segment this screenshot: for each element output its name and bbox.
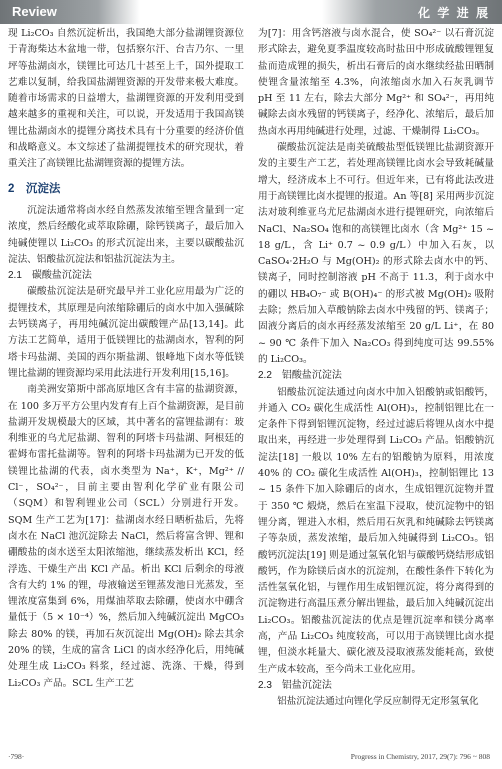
page-header bbox=[0, 0, 502, 24]
journal-citation: Progress in Chemistry, 2017, 29(7): 796 ~ 808 bbox=[350, 752, 490, 761]
paragraph: 为[7]：用含钙溶液与卤水混合，使 SO₄²⁻ 以石膏沉淀形式除去，避免夏季温度较高时盐田中形成硫酸锂锂复盐而造成锂的损失，析出石膏后的卤水继续经盐田晒制使锂含量浓缩至 4.3%，向浓缩卤水加入石灰乳调节 pH 至 11 左右，除去大部分 Mg²⁺ 和 SO₄²⁻，再用纯碱除去卤水残留的钙镁离子，经净化、浓缩后，最后加热卤水再用纯碱进行处理，过滤、干燥制得 Li₂CO₃。 bbox=[258, 28, 494, 137]
subsection-heading: 2.3 铝盐沉淀法 bbox=[258, 679, 332, 691]
section-heading: 2 沉淀法 bbox=[8, 182, 61, 195]
page-number: ·798· bbox=[8, 752, 25, 761]
subsection-heading: 2.1 碳酸盐沉淀法 bbox=[8, 270, 92, 282]
journal-title: 化 学 进 展 bbox=[417, 6, 490, 20]
paragraph: 现 Li₂CO₃ 自然沉淀析出，我国绝大部分盐湖锂资源位于青海柴达木盆地一带，包括察尔汗、台吉乃尔、一里坪等盐湖卤水，镁锂比可达几十甚至上千，国外提取工艺难以复制，给我国盐湖锂资源的开发带来极大难度。随着市场需求的日益增大，盐湖锂资源的开发利用受到越来越多的重视和关注，可以说，开发适用于我国高镁锂比盐湖卤水的提锂分离技术具有十分重要的经济价值和战略意义。本文综述了盐湖提锂技术的研究现状，着重关注了高镁锂比盐湖锂资源的提锂方法。 bbox=[8, 28, 244, 170]
paragraph: 碳酸盐沉淀法是南美硫酸盐型低镁锂比盐湖资源开发的主要生产工艺，若处理高镁锂比卤水会导致耗碱量增大，经济成本上不可行。但近年来，已有将此法改进用于高镁锂比卤水提锂的报道。An 等[8] 采用两步沉淀法对玻利维亚乌尤尼盐湖卤水进行提锂研究，向浓缩后 NaCl、Na₂SO₄ 饱和的高镁锂比卤水（含 Mg²⁺ 15 ~ 18 g/L，含 Li⁺ 0.7 ~ 0.9 g/L）中加入石灰，以 CaSO₄·2H₂O 与 Mg(OH)₂ 的形式除去卤水中的钙、镁离子，同时控制溶液 pH 不高于 11.3，利于卤水中的硼以 HB₄O₇⁻ 或 B(OH)₄⁻ 的形式被 Mg(OH)₂ 吸附去除；然后加入草酸钠除去卤水中残留的钙、镁离子；固液分离后的卤水再经蒸发浓缩至 20 g/L Li⁺，在 80 ~ 90 ℃ 条件下加入 Na₂CO₃ 得到纯度可达 99.55% 的 Li₂CO₃。 bbox=[258, 142, 494, 365]
left-column bbox=[8, 26, 244, 692]
page-footer bbox=[0, 752, 502, 766]
paragraph: 碳酸盐沉淀法是研究最早并工业化应用最为广泛的提锂技术，其原理是向浓缩除硼后的卤水中加入强碱除去钙镁离子，再用纯碱沉淀出碳酸锂产品[13,14]。此方法工艺简单，适用于低镁锂比的盐湖卤水，智利的阿塔卡玛盐湖、美国的西尔斯盐湖、银峰地下卤水等低镁锂比盐湖的锂资源均采用此法进行开发利用[15,16]。 bbox=[8, 286, 244, 379]
paragraph: 铝盐沉淀法通过向锂化学反应制得无定形氢氧化 bbox=[277, 696, 479, 708]
paragraph: 铝酸盐沉淀法通过向卤水中加入铝酸钠或铝酸钙，并通入 CO₂ 碳化生成活性 Al(OH)₃，控制铝锂比在一定条件下得到铝锂沉淀物，经过过滤后将锂从卤水中提取出来，再经进一步处理得到 Li₂CO₃ 产品。铝酸钠沉淀法[18] 一般以 10% 左右的铝酸钠为原料，用浓度 40% 的 CO₂ 碳化生成活性 Al(OH)₃，控制铝锂比 13 ~ 15 条件下加入除硼后的卤水，生成铝锂沉淀物并置于 350 ℃ 煅烧，然后在室温下浸取，使沉淀物中的铝锂分离，锂进入水相，然后用石灰乳和纯碱除去钙镁离子等杂质，蒸发浓缩，最后加入纯碱得到 Li₂CO₃。铝酸钙沉淀法[19] 则是通过氢氧化铝与碳酸钙烧结形成铝酸钙，作为除镁后卤水的沉淀剂，在酸性条件下转化为活性氢氧化铝，与锂作用生成铝锂沉淀，将分离得到的沉淀物进行高温压煮分解出锂盐，最后加入纯碱沉淀出 Li₂CO₃。铝酸盐沉淀法的优点是锂沉淀率和镁分离率高，产品 Li₂CO₃ 纯度较高，可以用于高镁锂比卤水提锂，但淡水耗量大、碳化液及浸取液蒸发能耗高，致使生产成本较高，至今尚未工业化应用。 bbox=[258, 386, 494, 675]
paragraph: 沉淀法通常将卤水经自然蒸发浓缩至锂含量到一定浓度，然后经酸化或萃取除硼，除钙镁离子，最后加入纯碱使锂以 Li₂CO₃ 的形式沉淀出来，主要以碳酸盐沉淀法、铝酸盐沉淀法和铝盐沉淀法为主。 bbox=[8, 204, 244, 265]
section-banner bbox=[0, 0, 140, 24]
section-label: Review bbox=[12, 4, 57, 19]
journal-banner bbox=[322, 0, 502, 24]
subsection-heading: 2.2 铝酸盐沉淀法 bbox=[258, 370, 342, 382]
paragraph: 南美洲安第斯中部高原地区含有丰富的盐湖资源，在 100 多万平方公里内发育有上百个盐湖资源，是目前盐湖开发规模最大的区域，其中著名的富锂盐湖有：玻利维亚的乌尤尼盐湖、智利的阿塔卡玛盐湖、阿根廷的霍姆布雷托盐湖等。智利的阿塔卡玛盐湖为已开发的低镁锂比盐湖的代表，卤水类型为 Na⁺，K⁺，Mg²⁺ // Cl⁻，SO₄²⁻，目前主要由智利化学矿业有限公司（SQM）和智利锂业公司（SCL）分别进行开发。SQM 生产工艺为[17]：盐湖卤水经日晒析盐后，先将卤水在 NaCl 池沉淀除去 NaCl，然后将富含钾、锂和硼酸盐的卤水送至太阳浓缩池，继续蒸发析出 KCl，经浮选、干燥生产出 KCl 产品。析出 KCl 后剩余的母液含有大约 1% 的锂，母液输送至锂蒸发池日光蒸发，至锂浓度富集到 6%，用煤油萃取去除硼，使卤水中硼含量低于（5 × 10⁻⁴）%，然后加入纯碱沉淀出 MgCO₃ 除去 80% 的镁，再加石灰沉淀出 Mg(OH)₂ 除去其余 20% 的镁，生成的富含 LiCl 的卤水经净化后，用纯碱处理生成 Li₂CO₃ 料浆，经过滤、洗涤、干燥，得到 Li₂CO₃ 产品。SCL 生产工艺 bbox=[8, 384, 244, 689]
right-column bbox=[258, 26, 494, 710]
